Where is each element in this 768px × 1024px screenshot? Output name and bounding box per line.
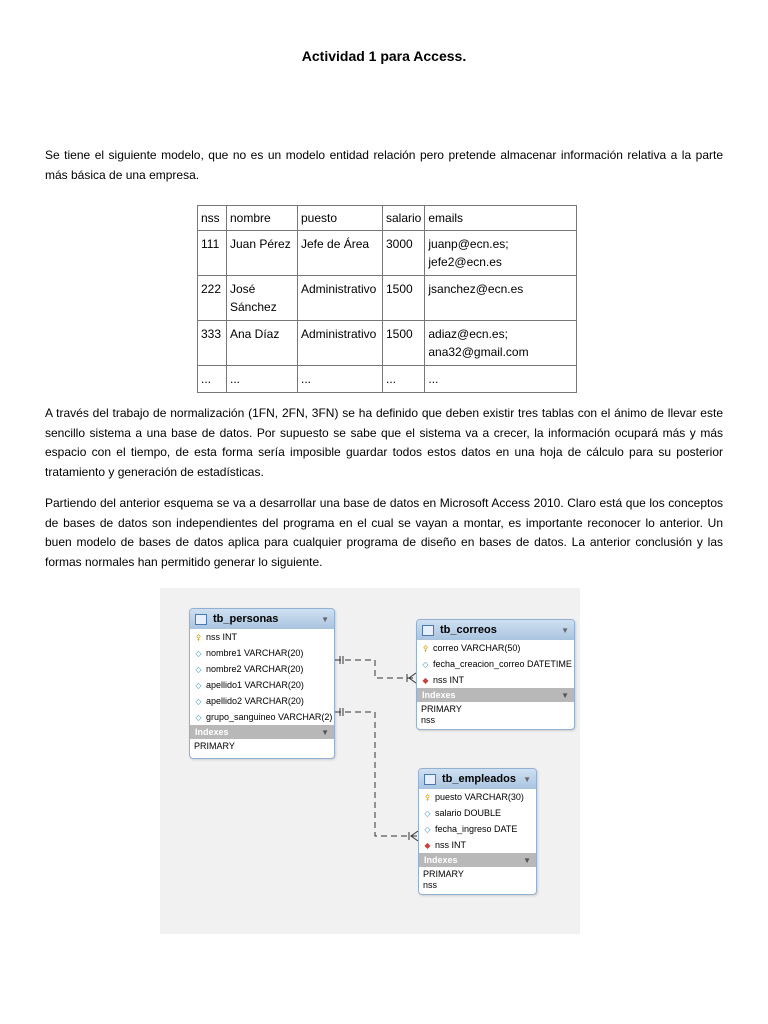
table-cell: Jefe de Área	[298, 231, 383, 276]
collapse-arrow-icon[interactable]: ▼	[321, 727, 329, 737]
header-cell: nombre	[227, 206, 298, 231]
entity-name: tb_personas	[213, 613, 279, 625]
diamond-icon: ◇	[422, 659, 429, 669]
access-paragraph: Partiendo del anterior esquema se va a desarrollar una base de datos en Microsoft Access 2010. Claro está que los conceptos de bases de datos son independientes del programa en el cual se vayan a montar, es importante reconocer lo anterior. Un buen modelo de bases de datos aplica para cualquier programa de diseño en bases de datos. La anterior conclusión y las formas normales han permitido generar lo siguiente.	[45, 496, 723, 569]
collapse-arrow-icon[interactable]: ▼	[523, 855, 531, 865]
diamond-icon: ◇	[424, 808, 431, 818]
table-cell: ...	[227, 366, 298, 393]
table-icon	[422, 625, 434, 636]
field-label: apellido2 VARCHAR(20)	[206, 696, 304, 706]
field-label: apellido1 VARCHAR(20)	[206, 680, 304, 690]
field-label: nss INT	[206, 632, 238, 642]
entity-tb-correos[interactable]	[416, 619, 575, 730]
table-cell: 3000	[383, 231, 425, 276]
table-cell: ...	[383, 366, 425, 393]
diamond-icon: ◇	[195, 712, 202, 722]
normalization-paragraph: A través del trabajo de normalización (1FN, 2FN, 3FN) se ha definido que deben existir tres tablas con el ánimo de llevar este sencillo sistema a una base de datos. Por supuesto se sabe que el sistema va a crecer, la información ocupará más y más espacio con el tiempo, de esta forma sería imposible guardar todos estos datos en una hoja de cálculo para su posterior tratamiento y generación de estadísticas.	[45, 406, 723, 479]
header-cell: puesto	[298, 206, 383, 231]
indexes-label: Indexes	[195, 727, 229, 737]
indexes-header[interactable]	[417, 688, 574, 702]
header-cell: salario	[383, 206, 425, 231]
entity-header[interactable]	[417, 620, 574, 640]
table-icon	[195, 614, 207, 625]
field-label: fecha_ingreso DATE	[435, 824, 518, 834]
table-row	[198, 366, 577, 393]
diamond-icon: ◇	[195, 680, 202, 690]
entity-name: tb_correos	[440, 624, 497, 636]
indexes-header[interactable]	[190, 725, 334, 739]
table-cell: 222	[198, 276, 227, 321]
diamond-icon: ◇	[195, 648, 202, 658]
document-title: Actividad 1 para Access.	[301, 48, 467, 64]
table-cell: Administrativo	[298, 276, 383, 321]
indexes-header[interactable]	[419, 853, 536, 867]
table-cell: ...	[425, 366, 577, 393]
table-cell: ...	[198, 366, 227, 393]
index-item: nss	[423, 880, 438, 890]
foreign-key-icon: ◆	[424, 840, 431, 850]
entity-tb-personas[interactable]	[189, 608, 335, 759]
table-cell: juanp@ecn.es; jefe2@ecn.es	[425, 231, 577, 276]
entity-header[interactable]	[190, 609, 334, 629]
field-row	[190, 709, 334, 725]
diamond-icon: ◇	[195, 696, 202, 706]
table-cell: jsanchez@ecn.es	[425, 276, 577, 321]
field-label: fecha_creacion_correo DATETIME	[433, 659, 572, 669]
field-row	[419, 789, 536, 805]
intro-paragraph: Se tiene el siguiente modelo, que no es un modelo entidad relación pero pretende almacenar información relativa a la parte más básica de una empresa.	[45, 148, 723, 182]
table-row	[198, 276, 577, 321]
table-cell: 1500	[383, 321, 425, 366]
table-header-row	[198, 206, 577, 231]
foreign-key-icon: ◆	[422, 675, 429, 685]
table-icon	[424, 774, 436, 785]
field-label: nss INT	[435, 840, 467, 850]
field-row	[417, 656, 574, 672]
indexes-label: Indexes	[424, 855, 458, 865]
field-label: salario DOUBLE	[435, 808, 502, 818]
key-icon: ⚴	[195, 632, 202, 642]
field-label: correo VARCHAR(50)	[433, 643, 521, 653]
table-cell: 111	[198, 231, 227, 276]
header-cell: nss	[198, 206, 227, 231]
entity-tb-empleados[interactable]	[418, 768, 537, 895]
table-cell: Juan Pérez	[227, 231, 298, 276]
key-icon: ⚴	[424, 792, 431, 802]
table-cell: ...	[298, 366, 383, 393]
field-label: grupo_sanguineo VARCHAR(2)	[206, 712, 333, 722]
field-label: nss INT	[433, 675, 465, 685]
diamond-icon: ◇	[195, 664, 202, 674]
table-row	[198, 321, 577, 366]
collapse-arrow-icon[interactable]: ▼	[523, 774, 531, 784]
field-label: nombre1 VARCHAR(20)	[206, 648, 304, 658]
table-cell: 333	[198, 321, 227, 366]
entity-header[interactable]	[419, 769, 536, 789]
index-item: nss	[421, 715, 436, 725]
indexes-label: Indexes	[422, 690, 456, 700]
collapse-arrow-icon[interactable]: ▼	[321, 614, 329, 624]
collapse-arrow-icon[interactable]: ▼	[561, 625, 569, 635]
field-label: puesto VARCHAR(30)	[435, 792, 524, 802]
field-row	[417, 672, 574, 688]
employee-table	[197, 205, 577, 393]
index-item: PRIMARY	[421, 704, 462, 714]
field-row	[417, 640, 574, 656]
field-row	[190, 645, 334, 661]
table-row	[198, 231, 577, 276]
field-label: nombre2 VARCHAR(20)	[206, 664, 304, 674]
field-row	[190, 629, 334, 645]
er-diagram	[160, 588, 580, 934]
field-row	[419, 805, 536, 821]
table-cell: Administrativo	[298, 321, 383, 366]
link-personas-empleados	[335, 712, 418, 836]
field-row	[190, 693, 334, 709]
field-row	[419, 821, 536, 837]
collapse-arrow-icon[interactable]: ▼	[561, 690, 569, 700]
link-personas-correos	[335, 660, 416, 678]
table-cell: adiaz@ecn.es; ana32@gmail.com	[425, 321, 577, 366]
field-row	[190, 677, 334, 693]
table-cell: Ana Díaz	[227, 321, 298, 366]
header-cell: emails	[425, 206, 577, 231]
index-item: PRIMARY	[194, 741, 235, 751]
index-item: PRIMARY	[423, 869, 464, 879]
key-icon: ⚴	[422, 643, 429, 653]
table-cell: José Sánchez	[227, 276, 298, 321]
entity-name: tb_empleados	[442, 773, 516, 785]
field-row	[190, 661, 334, 677]
diamond-icon: ◇	[424, 824, 431, 834]
field-row	[419, 837, 536, 853]
table-cell: 1500	[383, 276, 425, 321]
